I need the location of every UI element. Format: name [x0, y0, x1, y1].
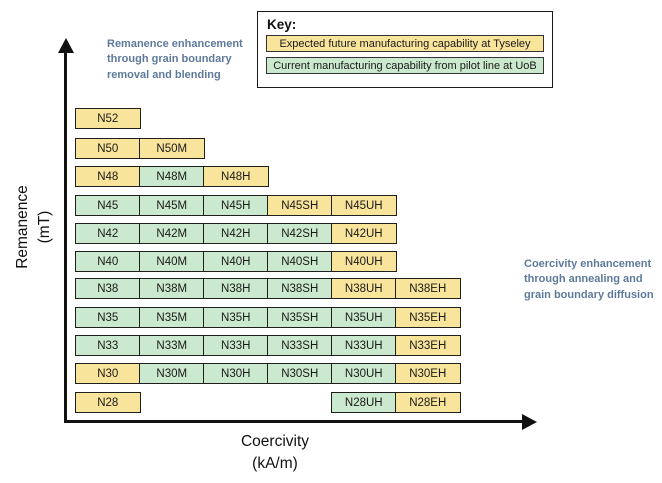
coercivity-enhancement-annotation: Coercivity enhancement through annealing and grain boundary diffusion	[524, 258, 654, 301]
grade-cell-n45sh: N45SH	[267, 195, 333, 216]
legend-entry-current: Current manufacturing capability from pilot line at UoB	[266, 57, 544, 74]
legend-entry-future: Expected future manufacturing capability at Tyseley	[266, 35, 544, 52]
grade-cell-n48: N48	[75, 166, 141, 187]
grade-cell-n50m: N50M	[139, 138, 205, 159]
remanence-enhancement-annotation: Remanence enhancement through grain boundary removal and blending	[107, 38, 243, 81]
grade-cell-n35m: N35M	[139, 307, 205, 328]
legend-entries	[258, 35, 552, 74]
y-axis-label-line2: (mT)	[36, 210, 53, 244]
x-axis-label-line2: (kA/m)	[252, 455, 298, 472]
grade-cell-n40uh: N40UH	[331, 251, 397, 272]
grade-cell-n30uh: N30UH	[331, 363, 397, 384]
grade-cell-n50: N50	[75, 138, 141, 159]
grade-cell-n38h: N38H	[203, 278, 269, 299]
grade-cell-n33eh: N33EH	[395, 335, 461, 356]
grade-cell-n30: N30	[75, 363, 141, 384]
grade-cell-n42m: N42M	[139, 223, 205, 244]
y-axis-arrow-icon	[58, 38, 74, 53]
y-axis-label-line1: Remanence	[14, 185, 31, 269]
grade-cell-n33m: N33M	[139, 335, 205, 356]
grade-cell-n40h: N40H	[203, 251, 269, 272]
grade-cell-n42sh: N42SH	[267, 223, 333, 244]
grade-cell-n38sh: N38SH	[267, 278, 333, 299]
grade-cell-n45uh: N45UH	[331, 195, 397, 216]
grade-cell-n28: N28	[75, 392, 141, 413]
grade-cell-n33uh: N33UH	[331, 335, 397, 356]
grade-cell-n28uh: N28UH	[331, 392, 397, 413]
grade-cell-n35sh: N35SH	[267, 307, 333, 328]
grade-cell-n35h: N35H	[203, 307, 269, 328]
grade-cell-n33h: N33H	[203, 335, 269, 356]
grade-cell-n42uh: N42UH	[331, 223, 397, 244]
grade-cell-n30eh: N30EH	[395, 363, 461, 384]
grade-cell-n52: N52	[75, 108, 141, 129]
grade-cell-n30m: N30M	[139, 363, 205, 384]
x-axis-label-line1: Coercivity	[240, 433, 310, 450]
grade-cell-n45: N45	[75, 195, 141, 216]
grade-cell-n38uh: N38UH	[331, 278, 397, 299]
grade-cell-n35: N35	[75, 307, 141, 328]
y-axis-label	[12, 127, 56, 327]
grade-cell-n40: N40	[75, 251, 141, 272]
grade-cell-n35eh: N35EH	[395, 307, 461, 328]
x-axis-arrow-icon	[522, 414, 537, 430]
grade-cell-n45h: N45H	[203, 195, 269, 216]
grade-cell-n30sh: N30SH	[267, 363, 333, 384]
grade-cell-n40sh: N40SH	[267, 251, 333, 272]
legend-key-box	[257, 11, 553, 88]
y-axis-line	[64, 46, 67, 422]
grade-cell-n42h: N42H	[203, 223, 269, 244]
legend-key-title: Key:	[267, 17, 297, 32]
grade-cell-n38eh: N38EH	[395, 278, 461, 299]
grade-cell-n33sh: N33SH	[267, 335, 333, 356]
grade-cell-n48h: N48H	[203, 166, 269, 187]
grade-cell-n42: N42	[75, 223, 141, 244]
x-axis-line	[64, 420, 524, 423]
grade-cell-n45m: N45M	[139, 195, 205, 216]
grade-cell-n38: N38	[75, 278, 141, 299]
grade-cell-n28eh: N28EH	[395, 392, 461, 413]
grade-cell-n30h: N30H	[203, 363, 269, 384]
x-axis-label	[175, 431, 375, 475]
grade-cell-n40m: N40M	[139, 251, 205, 272]
grade-cell-n33: N33	[75, 335, 141, 356]
grade-cell-n48m: N48M	[139, 166, 205, 187]
grade-cell-n35uh: N35UH	[331, 307, 397, 328]
grade-cell-n38m: N38M	[139, 278, 205, 299]
